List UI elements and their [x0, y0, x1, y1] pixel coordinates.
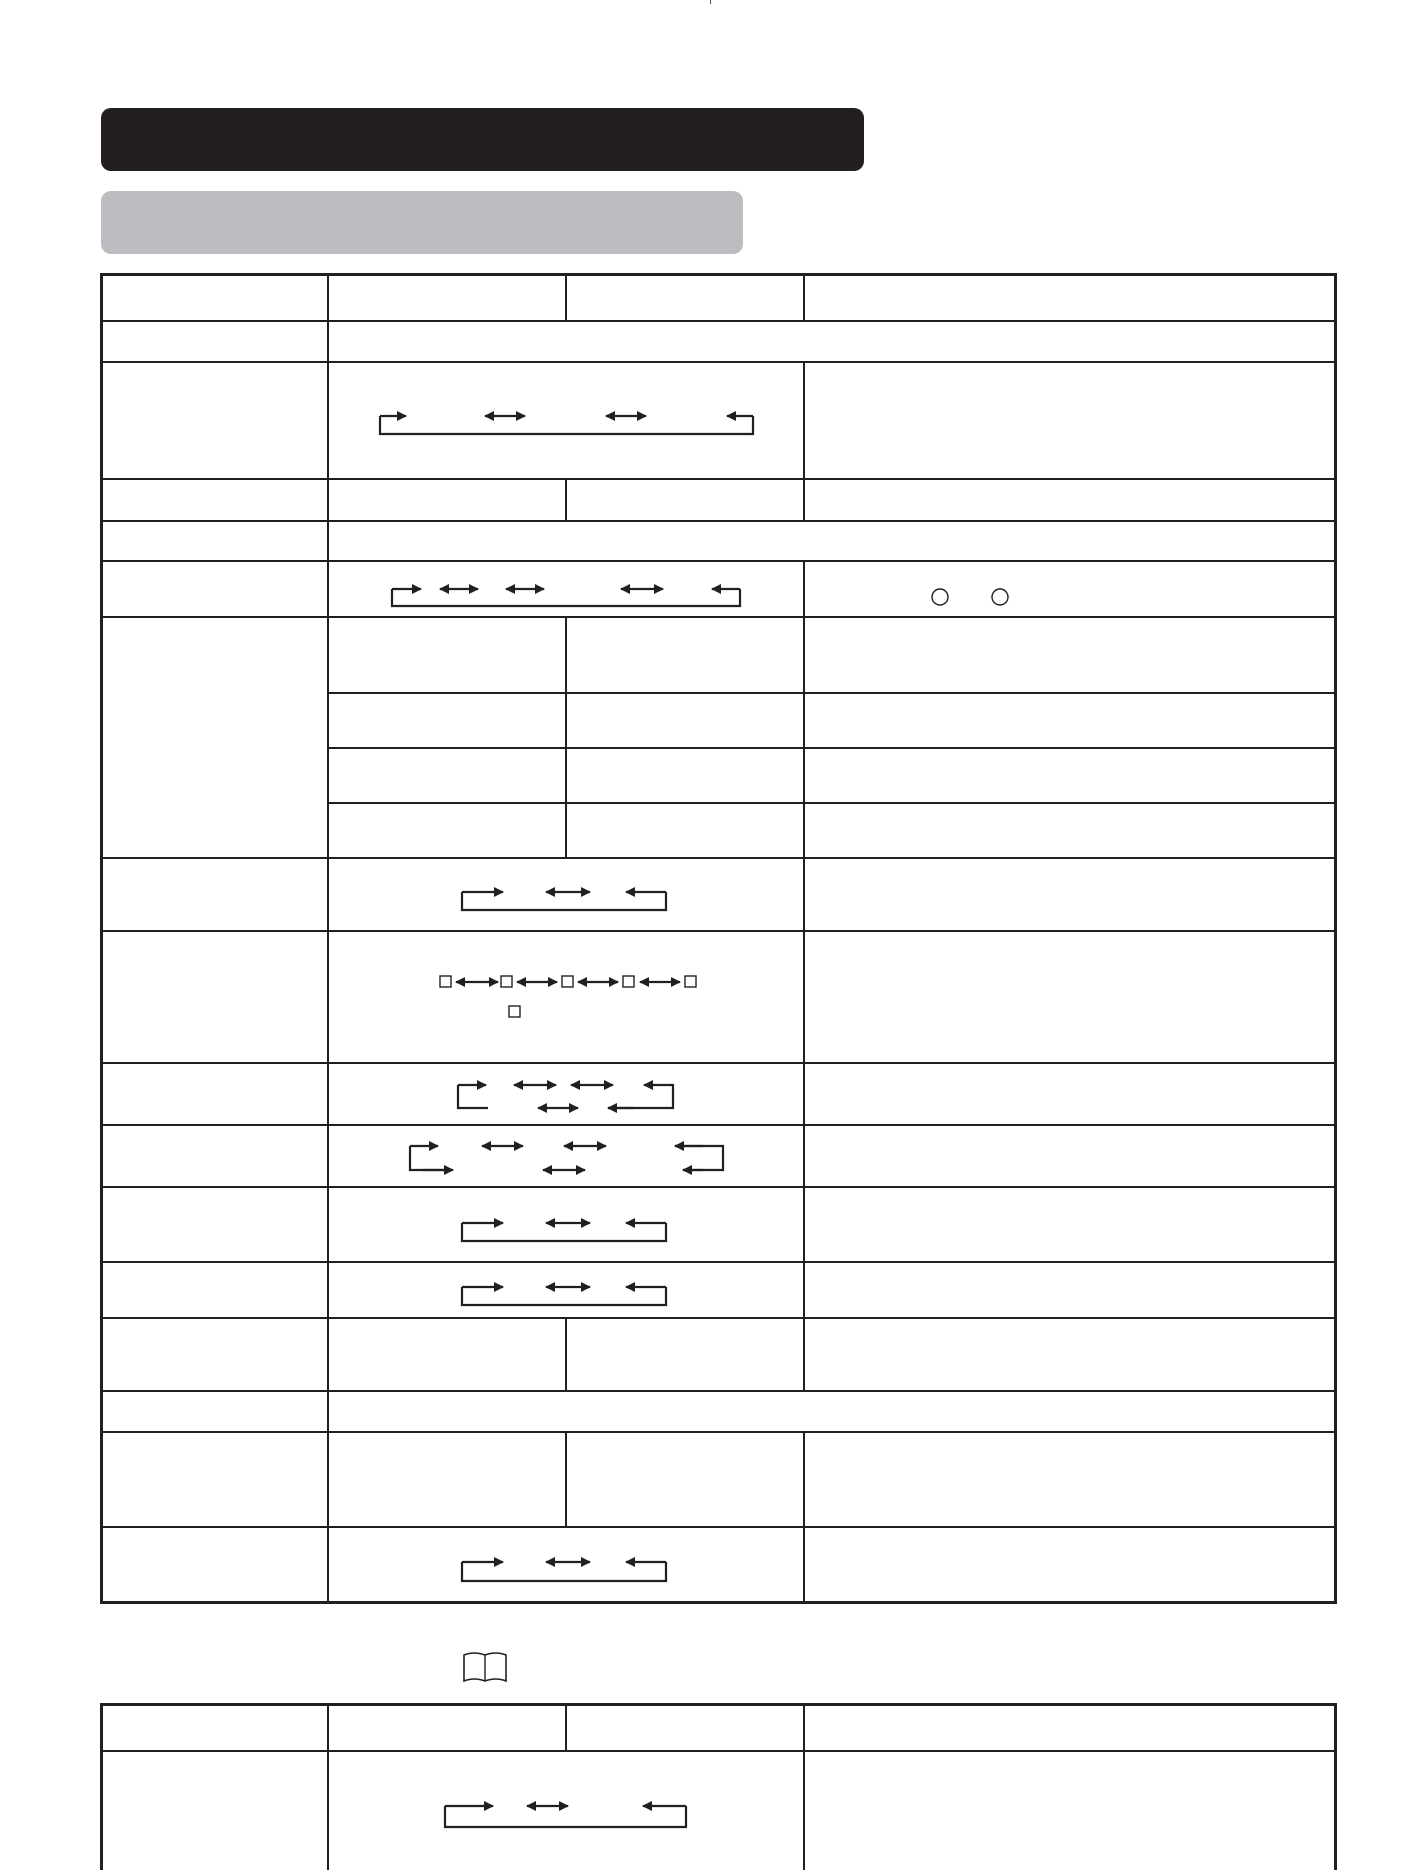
- square-icon: [623, 976, 634, 987]
- book-icon: [462, 1651, 508, 1685]
- square-icon: [685, 976, 696, 987]
- square-icon: [509, 1006, 520, 1017]
- square-icon: [440, 976, 451, 987]
- header-title-bar: [101, 108, 864, 171]
- cycle-diagram-1: [103, 276, 1337, 1604]
- circle-icon: [992, 589, 1008, 605]
- square-icon: [501, 976, 512, 987]
- settings-table-2: [100, 1703, 1337, 1870]
- circle-icon: [932, 589, 948, 605]
- page-mark: [710, 0, 711, 4]
- settings-table: [100, 273, 1337, 1604]
- square-icon: [562, 976, 573, 987]
- section-title-bar: [101, 191, 743, 254]
- cycle-diagram-2: [103, 1706, 1337, 1870]
